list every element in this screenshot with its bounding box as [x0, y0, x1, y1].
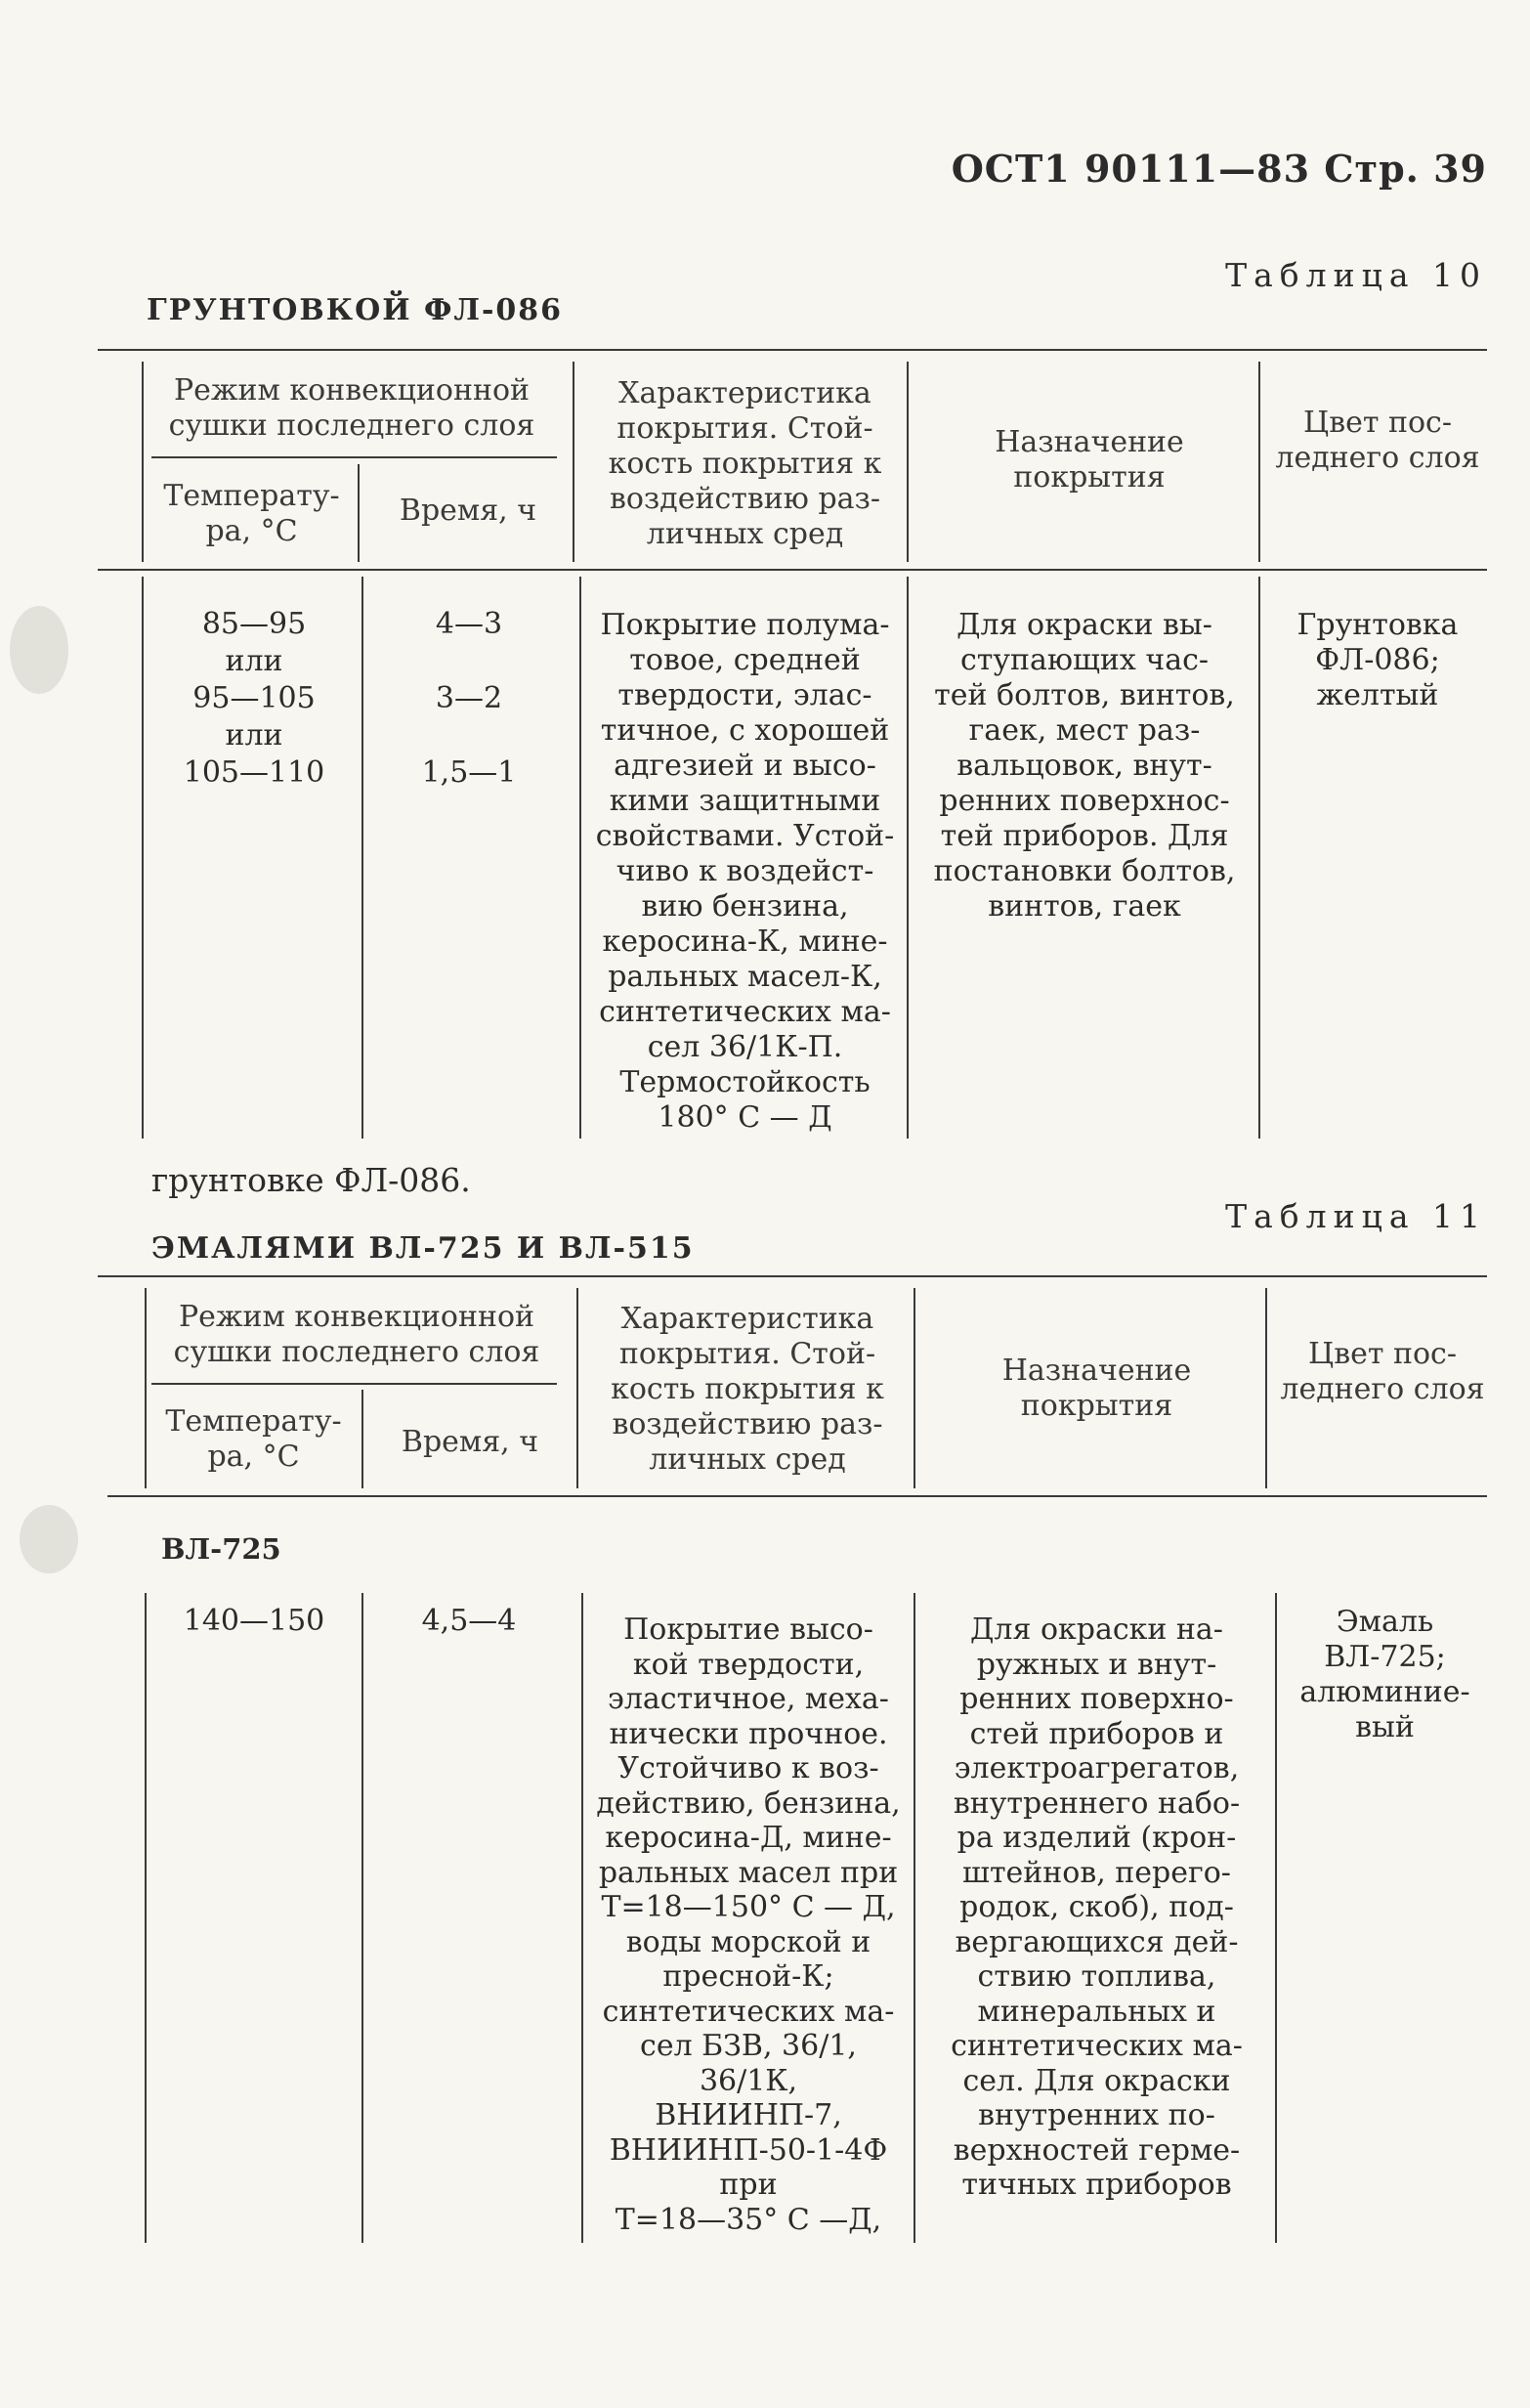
table10-title: ГРУНТОВКОЙ ФЛ-086: [147, 293, 564, 327]
purpose-line: стей приборов и: [969, 1716, 1224, 1751]
purpose-line: ра изделий (крон-: [956, 1821, 1237, 1855]
char-line: ральных масел при: [598, 1855, 899, 1890]
char-line: ральных масел-К,: [608, 960, 882, 994]
char-line: Покрытие высо-: [623, 1612, 873, 1647]
table10-header-color: Цвет пос- леднего слоя: [1275, 406, 1480, 475]
table-note: грунтовке ФЛ-086.: [151, 1161, 471, 1199]
table11-temp: 140—150: [183, 1604, 325, 1638]
color-line: Грунтовка: [1296, 608, 1459, 642]
char-line: Т=18—35° С —Д,: [615, 2202, 882, 2237]
table10-temp: 105—110: [183, 755, 325, 790]
table10-times: [371, 606, 567, 792]
table10-temp: или: [225, 644, 283, 678]
color-line: желтый: [1316, 678, 1439, 712]
table10-vline: [1258, 362, 1260, 562]
purpose-line: внутренних по-: [978, 2098, 1215, 2132]
table10-vline: [361, 577, 363, 1139]
char-line: адгезией и высо-: [614, 749, 876, 783]
purpose-line: Для окраски на-: [970, 1612, 1223, 1647]
table10-vline: [573, 362, 574, 562]
table11-vline: [581, 1593, 583, 2243]
char-line: Термостойкость: [619, 1065, 871, 1099]
purpose-line: тичных приборов: [961, 2168, 1232, 2202]
purpose-line: ствию топлива,: [977, 1959, 1216, 1994]
table10-time: 3—2: [435, 681, 503, 715]
table10-temp: 95—105: [192, 681, 316, 715]
char-line: керосина-К, мине-: [602, 924, 888, 959]
char-line: нически прочное.: [609, 1716, 888, 1751]
purpose-line: вальцовок, внут-: [956, 749, 1212, 783]
table10-vline: [142, 577, 144, 1139]
char-line: при: [719, 2168, 778, 2202]
document-header: ОСТ1 90111—83 Стр. 39: [951, 147, 1487, 191]
table10-time: 4—3: [435, 607, 503, 641]
table11-vline: [145, 1593, 147, 2243]
table11-vline: [145, 1288, 147, 1488]
table10-vline: [358, 464, 360, 562]
char-line: синтетических ма-: [599, 995, 891, 1029]
purpose-line: тей болтов, винтов,: [934, 678, 1235, 712]
table10-vline: [142, 362, 144, 562]
table10-vline: [1258, 577, 1260, 1139]
table11-vline: [361, 1593, 363, 2243]
char-line: кими защитными: [609, 784, 881, 818]
table10-mode-rule: [151, 456, 557, 458]
table10-vline: [907, 577, 909, 1139]
table11-label: Таблица 11: [1225, 1197, 1487, 1235]
table10-time: 1,5—1: [421, 755, 517, 790]
char-line: сел 36/1К-П.: [647, 1030, 843, 1064]
char-line: свойствами. Устой-: [595, 819, 895, 853]
purpose-line: ружных и внут-: [976, 1647, 1217, 1682]
purpose-line: родок, скоб), под-: [959, 1890, 1234, 1924]
purpose-line: сел. Для окраски: [962, 2063, 1231, 2098]
char-line: твердости, элас-: [617, 678, 872, 712]
purpose-line: минеральных и: [977, 1994, 1216, 2029]
table10-header-time: Время, ч: [399, 494, 537, 528]
table11-vline: [914, 1593, 915, 2243]
table10-header-mode: Режим конвекционной сушки последнего слоя: [168, 373, 535, 443]
char-line: 180° С — Д: [658, 1100, 832, 1135]
char-line: действию, бензина,: [596, 1785, 901, 1821]
table10-temp: или: [225, 718, 283, 752]
char-line: чиво к воздейст-: [616, 854, 874, 888]
purpose-line: верхностей герме-: [953, 2132, 1241, 2168]
table10-temp: 85—95: [201, 607, 307, 641]
scan-blot: [10, 606, 68, 694]
char-line: сел БЗВ, 36/1,: [640, 2029, 857, 2063]
color-line: вый: [1355, 1710, 1415, 1744]
table11-purpose: [923, 1612, 1270, 2203]
table10-header-purpose: Назначение покрытия: [995, 425, 1184, 494]
char-line: 36/1К,: [699, 2063, 798, 2098]
table11-title: ЭМАЛЯМИ ВЛ-725 И ВЛ-515: [151, 1231, 695, 1266]
purpose-line: гаек, мест раз-: [968, 713, 1201, 748]
table11-mode-rule: [151, 1383, 557, 1385]
purpose-line: тей приборов. Для: [940, 819, 1229, 853]
table11-characteristic: [586, 1612, 911, 2237]
table11-vline: [361, 1390, 363, 1488]
table11-header-mode: Режим конвекционной сушки последнего слоя: [173, 1300, 540, 1369]
table11-vline: [1275, 1593, 1277, 2243]
table10-label: Таблица 10: [1225, 256, 1487, 294]
color-line: алюминие-: [1299, 1675, 1470, 1709]
table11-header-rule: [107, 1495, 1487, 1497]
table11-header-purpose: Назначение покрытия: [1001, 1354, 1192, 1423]
purpose-line: синтетических ма-: [951, 2029, 1243, 2063]
scan-blot: [20, 1505, 78, 1573]
purpose-line: ступающих час-: [959, 643, 1210, 677]
table10-temps: [156, 606, 352, 792]
color-line: Эмаль: [1336, 1605, 1434, 1639]
table11-vline: [576, 1288, 578, 1488]
purpose-line: винтов, гаек: [988, 889, 1181, 924]
purpose-line: вергающихся дей-: [955, 1924, 1239, 1959]
table11-vline: [1265, 1288, 1267, 1488]
table10-header-temp: Температу- ра, °С: [163, 479, 340, 548]
purpose-line: Для окраски вы-: [956, 608, 1212, 642]
table11-header-temp: Температу- ра, °С: [165, 1404, 342, 1474]
char-line: пресной-К;: [662, 1959, 834, 1994]
char-line: Т=18—150° С — Д,: [601, 1890, 896, 1924]
char-line: синтетических ма-: [602, 1994, 895, 2029]
table11-header-char: Характеристика покрытия. Стой- кость покрытия к воздействию раз- личных сред: [611, 1302, 884, 1477]
char-line: кой твердости,: [632, 1647, 865, 1682]
char-line: эластичное, меха-: [608, 1682, 889, 1716]
table10-header-rule: [98, 569, 1487, 571]
char-line: ВНИИНП-7,: [655, 2098, 842, 2132]
table10-vline: [579, 577, 581, 1139]
char-line: тичное, с хорошей: [600, 713, 890, 748]
color-line: ВЛ-725;: [1324, 1640, 1446, 1674]
char-line: Покрытие полума-: [600, 608, 890, 642]
table11-header-color: Цвет пос- леднего слоя: [1280, 1337, 1485, 1406]
purpose-line: штейнов, перего-: [962, 1855, 1231, 1890]
color-line: ФЛ-086;: [1315, 643, 1440, 677]
table10-top-rule: [98, 349, 1487, 351]
char-line: товое, средней: [629, 643, 861, 677]
table10-purpose: [914, 608, 1255, 924]
char-line: керосина-Д, мине-: [605, 1821, 892, 1855]
table11-time: 4,5—4: [421, 1604, 517, 1638]
char-line: Устойчиво к воз-: [617, 1751, 879, 1785]
table10-vline: [907, 362, 909, 562]
table11-top-rule: [98, 1275, 1487, 1277]
purpose-line: ренних поверхно-: [959, 1682, 1234, 1716]
purpose-line: электроагрегатов,: [954, 1751, 1240, 1785]
table11-header-time: Время, ч: [401, 1425, 539, 1459]
table11-color: [1280, 1605, 1490, 1745]
char-line: воды морской и: [625, 1924, 871, 1959]
purpose-line: ренних поверхнос-: [939, 784, 1230, 818]
char-line: вию бензина,: [641, 889, 849, 924]
table11-vline: [914, 1288, 915, 1488]
table10-header-char: Характеристика покрытия. Стой- кость покрытия к воздействию раз- личных сред: [608, 376, 882, 551]
table10-characteristic: [586, 608, 904, 1136]
purpose-line: постановки болтов,: [933, 854, 1236, 888]
table10-color: [1265, 608, 1490, 713]
char-line: ВНИИНП-50-1-4Ф: [609, 2132, 888, 2168]
table11-subheading: ВЛ-725: [161, 1532, 281, 1566]
purpose-line: внутреннего набо-: [953, 1785, 1241, 1821]
